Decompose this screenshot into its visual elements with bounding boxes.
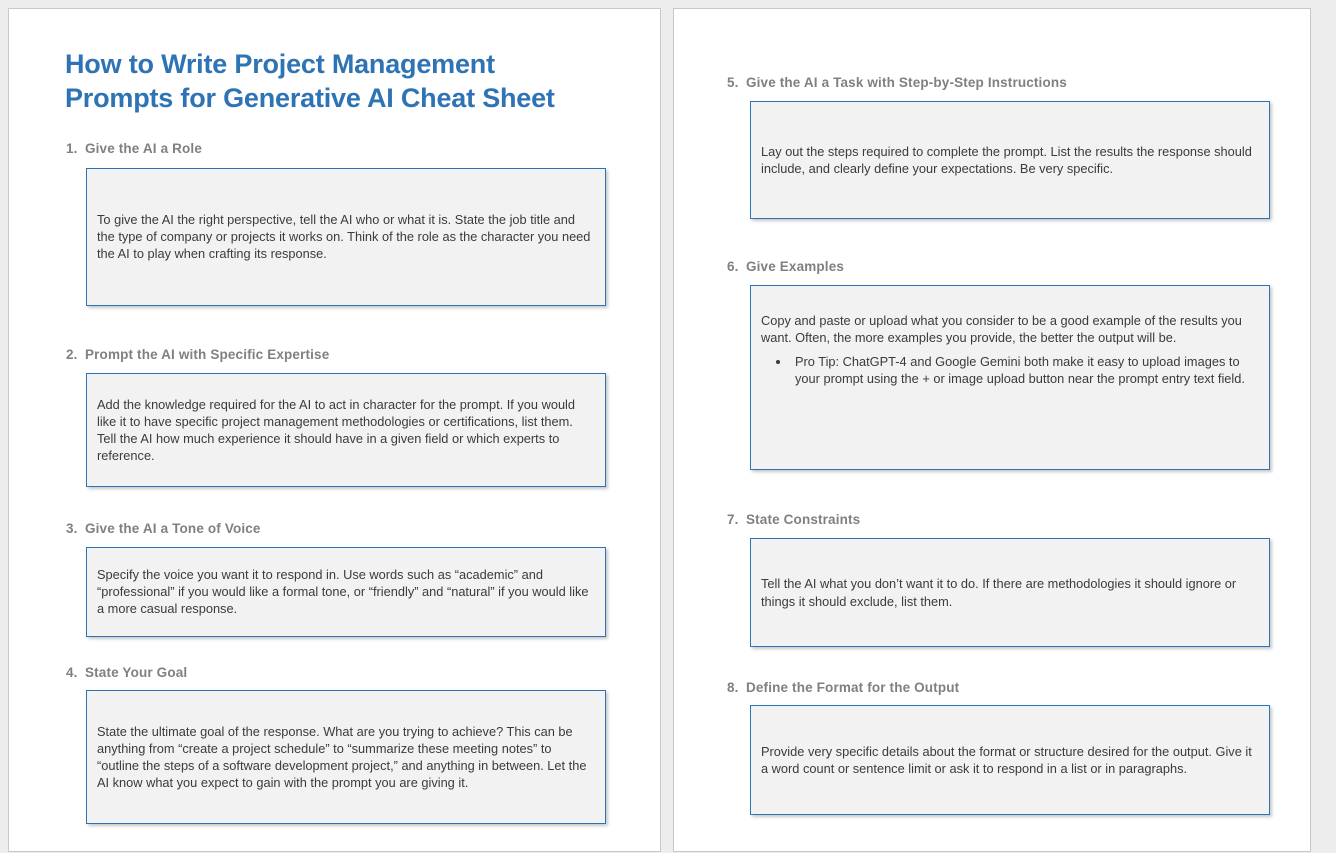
callout-box	[750, 705, 1270, 815]
section-heading	[727, 512, 1310, 527]
callout-body: State the ultimate goal of the response. What are you trying to achieve? This can be anything from “create a project schedule” to “summarize these meeting notes” to “outline the steps of a software development project,” and anything in between. Let the AI know what you expect to gain with the prompt you are giving it.	[97, 723, 587, 790]
section-number: 3.	[66, 520, 78, 536]
section-title: State Your Goal	[85, 664, 188, 680]
callout-box	[86, 168, 606, 306]
callout-box	[86, 690, 606, 824]
callout-box	[750, 538, 1270, 647]
callout-body: Add the knowledge required for the AI to act in character for the prompt. If you would like it to have specific project management methodologies or certifications, list them. Tell the AI how much experience it should have in a given field or which experts to reference.	[97, 396, 576, 463]
section-title: Give the AI a Role	[85, 140, 202, 156]
callout-body: Lay out the steps required to complete the prompt. List the results the response should include, and clearly define your expectations. Be very specific.	[761, 143, 1252, 176]
section-title: Give the AI a Task with Step-by-Step Instructions	[746, 75, 1067, 90]
section-state-your-goal	[9, 665, 660, 824]
page-left	[8, 8, 661, 852]
section-heading	[66, 347, 660, 362]
page-title: How to Write Project Management Prompts for Generative AI Cheat Sheet	[65, 49, 555, 114]
list-item: • Pro Tip: ChatGPT-4 and Google Gemini both make it easy to upload images to your prompt using the + or image upload button near the prompt entry text field.	[791, 353, 1258, 387]
section-title: State Constraints	[746, 512, 861, 527]
page-right	[673, 8, 1311, 852]
section-title: Give Examples	[746, 259, 845, 274]
section-number: 7.	[727, 512, 739, 527]
callout-box	[750, 285, 1270, 470]
section-number: 5.	[727, 75, 739, 90]
callout-bullet-list	[761, 353, 1258, 387]
callout-body: Specify the voice you want it to respond in. Use words such as “academic” and “professional” if you would like a formal tone, or “friendly” and “natural” if you would like a more casual response.	[97, 567, 589, 617]
section-heading	[727, 259, 1310, 274]
section-number: 2.	[66, 346, 78, 362]
section-heading	[66, 141, 660, 156]
callout-body: Provide very specific details about the format or structure desired for the output. Give it a word count or sentence limit or ask it to respond in a list or in paragraphs.	[761, 743, 1252, 776]
section-title: Give the AI a Tone of Voice	[85, 520, 261, 536]
callout-body: To give the AI the right perspective, tell the AI who or what it is. State the job title and the type of company or projects it works on. Think of the role as the character you need the AI to play when crafting its response.	[97, 212, 591, 262]
section-number: 6.	[727, 259, 739, 274]
section-give-the-ai-a-task-with-step-by-step-instructions	[674, 75, 1310, 219]
callout-body: Tell the AI what you don’t want it to do. If there are methodologies it should ignore or things it should exclude, list them.	[761, 576, 1237, 609]
section-give-examples	[674, 259, 1310, 470]
callout-box	[750, 101, 1270, 219]
section-number: 8.	[727, 680, 739, 695]
section-define-the-format-for-the-output	[674, 680, 1310, 815]
section-state-constraints	[674, 512, 1310, 647]
section-heading	[66, 521, 660, 536]
section-give-the-ai-a-tone-of-voice	[9, 521, 660, 637]
callout-body: Copy and paste or upload what you consider to be a good example of the results you want. Often, the more examples you provide, the better the output will be.	[761, 313, 1242, 346]
section-title: Prompt the AI with Specific Expertise	[85, 346, 330, 362]
callout-box	[86, 547, 606, 637]
section-number: 4.	[66, 664, 78, 680]
section-heading	[727, 75, 1310, 90]
section-prompt-the-ai-with-specific-expertise	[9, 347, 660, 487]
section-heading	[727, 680, 1310, 695]
section-title: Define the Format for the Output	[746, 680, 960, 695]
section-heading	[66, 665, 660, 680]
section-give-the-ai-a-role	[9, 141, 660, 306]
callout-box	[86, 373, 606, 487]
section-number: 1.	[66, 140, 78, 156]
